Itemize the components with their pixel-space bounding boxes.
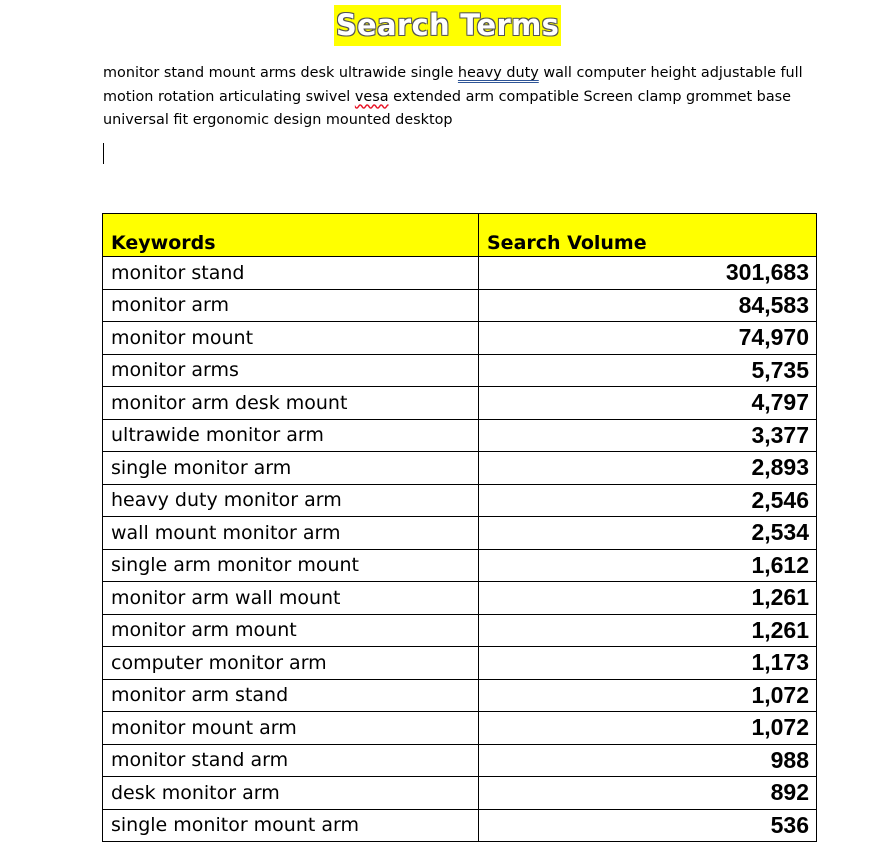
keyword-cell[interactable]: monitor arms	[103, 354, 479, 387]
table-row	[103, 777, 817, 810]
volume-cell[interactable]: 2,534	[479, 517, 817, 550]
grammar-flagged-text[interactable]: heavy duty	[457, 65, 539, 81]
keyword-cell[interactable]: monitor stand arm	[103, 744, 479, 777]
table-row	[103, 647, 817, 680]
text-cursor	[103, 143, 104, 164]
volume-cell[interactable]: 988	[479, 744, 817, 777]
keyword-cell[interactable]: ultrawide monitor arm	[103, 419, 479, 452]
table-row	[103, 549, 817, 582]
paragraph-text-3: extended arm compatible Screen clamp grommet base universal fit ergonomic design mounted desktop	[103, 88, 791, 128]
keyword-cell[interactable]: desk monitor arm	[103, 777, 479, 810]
table-row	[103, 614, 817, 647]
paragraph-text-2: wall computer height adjustable full motion rotation articulating swivel	[103, 65, 803, 105]
volume-cell[interactable]: 1,261	[479, 614, 817, 647]
header-keywords[interactable]: Keywords	[103, 214, 479, 257]
volume-cell[interactable]: 4,797	[479, 387, 817, 420]
keyword-cell[interactable]: monitor arm desk mount	[103, 387, 479, 420]
spelling-flagged-text[interactable]: vesa	[354, 88, 389, 105]
search-terms-paragraph[interactable]	[103, 62, 823, 133]
volume-cell[interactable]: 2,546	[479, 484, 817, 517]
volume-cell[interactable]: 84,583	[479, 289, 817, 322]
table-row	[103, 354, 817, 387]
table-row	[103, 322, 817, 355]
keyword-cell[interactable]: monitor arm wall mount	[103, 582, 479, 615]
table-row	[103, 387, 817, 420]
table-row	[103, 517, 817, 550]
table-row	[103, 582, 817, 615]
keyword-cell[interactable]: monitor mount arm	[103, 712, 479, 745]
volume-cell[interactable]: 1,612	[479, 549, 817, 582]
keyword-cell[interactable]: monitor arm mount	[103, 614, 479, 647]
volume-cell[interactable]: 2,893	[479, 452, 817, 485]
table-row	[103, 289, 817, 322]
table-row	[103, 484, 817, 517]
keyword-cell[interactable]: single monitor arm	[103, 452, 479, 485]
keyword-cell[interactable]: single arm monitor mount	[103, 549, 479, 582]
table-row	[103, 452, 817, 485]
volume-cell[interactable]: 3,377	[479, 419, 817, 452]
volume-cell[interactable]: 1,173	[479, 647, 817, 680]
keyword-cell[interactable]: single monitor mount arm	[103, 809, 479, 842]
volume-cell[interactable]: 5,735	[479, 354, 817, 387]
volume-cell[interactable]: 892	[479, 777, 817, 810]
volume-cell[interactable]: 536	[479, 809, 817, 842]
keyword-cell[interactable]: computer monitor arm	[103, 647, 479, 680]
keyword-cell[interactable]: monitor mount	[103, 322, 479, 355]
table-row	[103, 809, 817, 842]
table-header-row	[103, 214, 817, 257]
keyword-cell[interactable]: monitor arm	[103, 289, 479, 322]
volume-cell[interactable]: 301,683	[479, 257, 817, 290]
paragraph-text-1: monitor stand mount arms desk ultrawide single	[103, 65, 458, 81]
table-row	[103, 419, 817, 452]
volume-cell[interactable]: 1,072	[479, 679, 817, 712]
keyword-cell[interactable]: monitor stand	[103, 257, 479, 290]
volume-cell[interactable]: 1,072	[479, 712, 817, 745]
keyword-cell[interactable]: monitor arm stand	[103, 679, 479, 712]
keywords-table[interactable]	[102, 213, 817, 842]
table-row	[103, 679, 817, 712]
header-search-volume[interactable]: Search Volume	[479, 214, 817, 257]
keyword-cell[interactable]: heavy duty monitor arm	[103, 484, 479, 517]
document-title[interactable]: Search Terms	[334, 5, 561, 46]
volume-cell[interactable]: 1,261	[479, 582, 817, 615]
table-row	[103, 744, 817, 777]
keyword-cell[interactable]: wall mount monitor arm	[103, 517, 479, 550]
table-row	[103, 257, 817, 290]
title-container	[0, 5, 895, 46]
table-row	[103, 712, 817, 745]
volume-cell[interactable]: 74,970	[479, 322, 817, 355]
